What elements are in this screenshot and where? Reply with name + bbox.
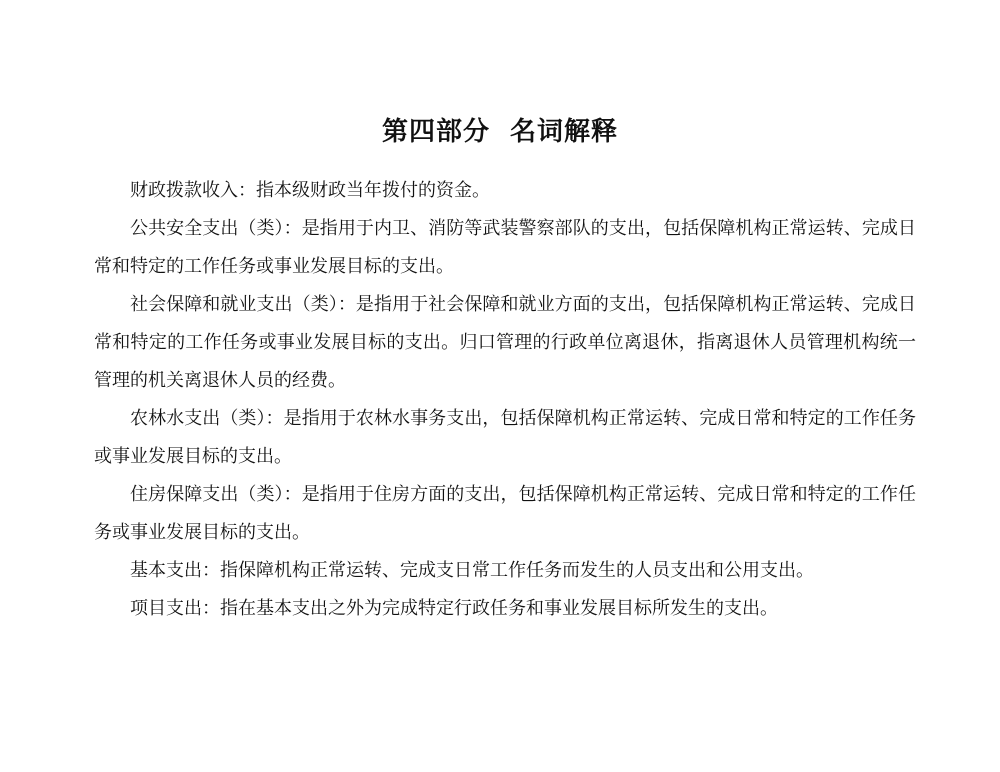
paragraph-fiscal-appropriation-income: 财政拨款收入：指本级财政当年拨付的资金。	[130, 180, 490, 201]
paragraph-project-expenditure: 项目支出：指在基本支出之外为完成特定行政任务和事业发展目标所发生的支出。	[130, 598, 778, 619]
paragraph-basic-expenditure: 基本支出：指保障机构正常运转、完成支日常工作任务而发生的人员支出和公用支出。	[130, 560, 814, 581]
page-title: 第四部分 名词解释	[381, 117, 619, 147]
document-body	[94, 172, 916, 628]
paragraph-agriculture-expenditure: 农林水支出（类）：是指用于农林水事务支出，包括保障机构正常运转、完成日常和特定的工作任务或事业发展目标的支出。	[94, 408, 916, 467]
paragraph-housing-expenditure: 住房保障支出（类）：是指用于住房方面的支出，包括保障机构正常运转、完成日常和特定的工作任务或事业发展目标的支出。	[94, 484, 916, 543]
paragraph-social-security-expenditure: 社会保障和就业支出（类）：是指用于社会保障和就业方面的支出，包括保障机构正常运转、完成日常和特定的工作任务或事业发展目标的支出。归口管理的行政单位离退休，指离退休人员管理机构统一管理的机关离退休人员的经费。	[94, 294, 916, 391]
paragraph-public-security-expenditure: 公共安全支出（类）：是指用于内卫、消防等武装警察部队的支出，包括保障机构正常运转、完成日常和特定的工作任务或事业发展目标的支出。	[94, 218, 916, 277]
